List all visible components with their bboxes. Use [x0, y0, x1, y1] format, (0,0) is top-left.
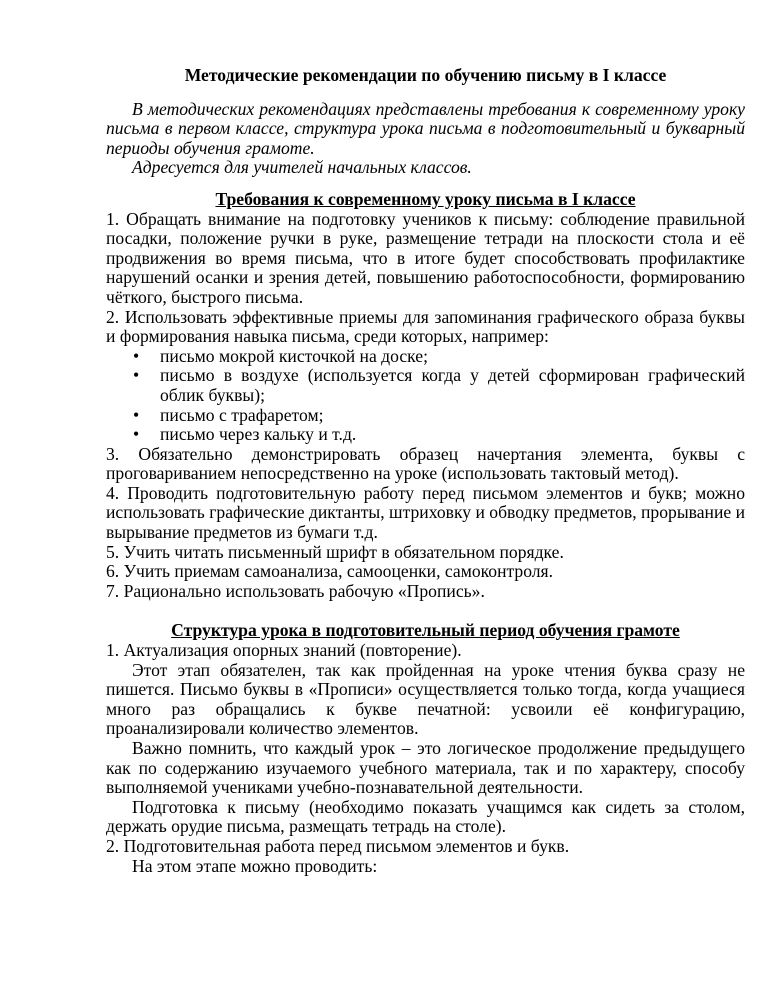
- audience-paragraph: Адресуется для учителей начальных классов.: [132, 157, 472, 178]
- section2-paragraph-1: Этот этап обязателен, так как пройденная на уроке чтения буква сразу не пишется. Письмо буквы в «Прописи» осуществляется только тогда, когда учащиеся много раз обращались к букве печатной: усвоили её конфигурацию, проанализировали количество элементов.: [106, 659, 745, 739]
- section2-item-2: 2. Подготовительная работа перед письмом элементов и букв.: [106, 835, 570, 856]
- section2-paragraph-3: Подготовка к письму (необходимо показать учащимся как сидеть за столом, держать орудие письма, размещать тетрадь на столе).: [106, 796, 745, 837]
- intro-paragraph: В методических рекомендациях представлены требования к современному уроку письма в первом классе, структура урока письма в подготовительный и букварный периоды обучения грамоте.: [106, 98, 745, 158]
- section1-heading: Требования к современному уроку письма в I классе: [215, 188, 636, 209]
- section2-paragraph-2: Важно помнить, что каждый урок – это логическое продолжение предыдущего как по содержанию изучаемого учебного материала, так и по характеру, способу выполняемой учениками учебно-познавательной деятельности.: [106, 738, 745, 798]
- list-item: [106, 425, 745, 445]
- list-item: [106, 406, 745, 426]
- section2-item-1: 1. Актуализация опорных знаний (повторение).: [106, 640, 462, 661]
- bullet-icon: •: [133, 345, 140, 366]
- list-item-text: письмо в воздухе (используется когда у детей сформирован графический облик буквы);: [160, 365, 745, 405]
- bullet-icon: •: [133, 365, 140, 386]
- section2-paragraph-4: На этом этапе можно проводить:: [132, 855, 378, 876]
- section2-heading: Структура урока в подготовительный период обучения грамоте: [171, 620, 680, 641]
- bullet-icon: •: [133, 424, 140, 445]
- section1-item-3: 3. Обязательно демонстрировать образец начертания элемента, буквы с проговариванием непосредственно на уроке (использовать тактовый метод).: [106, 443, 745, 484]
- section1-item-4: 4. Проводить подготовительную работу перед письмом элементов и букв; можно использовать графические диктанты, штриховку и обводку предметов, прорывание и вырывание предметов из бумаги т.д.: [106, 482, 745, 543]
- section1-item-2: 2. Использовать эффективные приемы для запоминания графического образа буквы и формирования навыка письма, среди которых, например:: [106, 306, 745, 347]
- list-item-text: письмо мокрой кисточкой на доске;: [160, 345, 428, 366]
- section1-item-7: 7. Рационально использовать рабочую «Пропись».: [106, 580, 485, 601]
- section1-item-6: 6. Учить приемам самоанализа, самооценки, самоконтроля.: [106, 561, 554, 582]
- bullet-icon: •: [133, 404, 140, 425]
- list-item: [106, 366, 745, 405]
- document-title: Методические рекомендации по обучению письму в I классе: [184, 65, 667, 85]
- list-item-text: письмо с трафаретом;: [160, 404, 324, 425]
- list-item: [106, 347, 745, 367]
- section1-item-5: 5. Учить читать письменный шрифт в обязательном порядке.: [106, 541, 564, 562]
- list-item-text: письмо через кальку и т.д.: [160, 424, 357, 445]
- techniques-list: [106, 347, 745, 445]
- section1-item-1: 1. Обращать внимание на подготовку учеников к письму: соблюдение правильной посадки, положение ручки в руке, размещение тетради на плоскости стола и её продвижения во время письма, что в итоге будет способствовать профилактике нарушений осанки и зрения детей, повышению работоспособности, формированию чёткого, быстрого письма.: [106, 208, 745, 307]
